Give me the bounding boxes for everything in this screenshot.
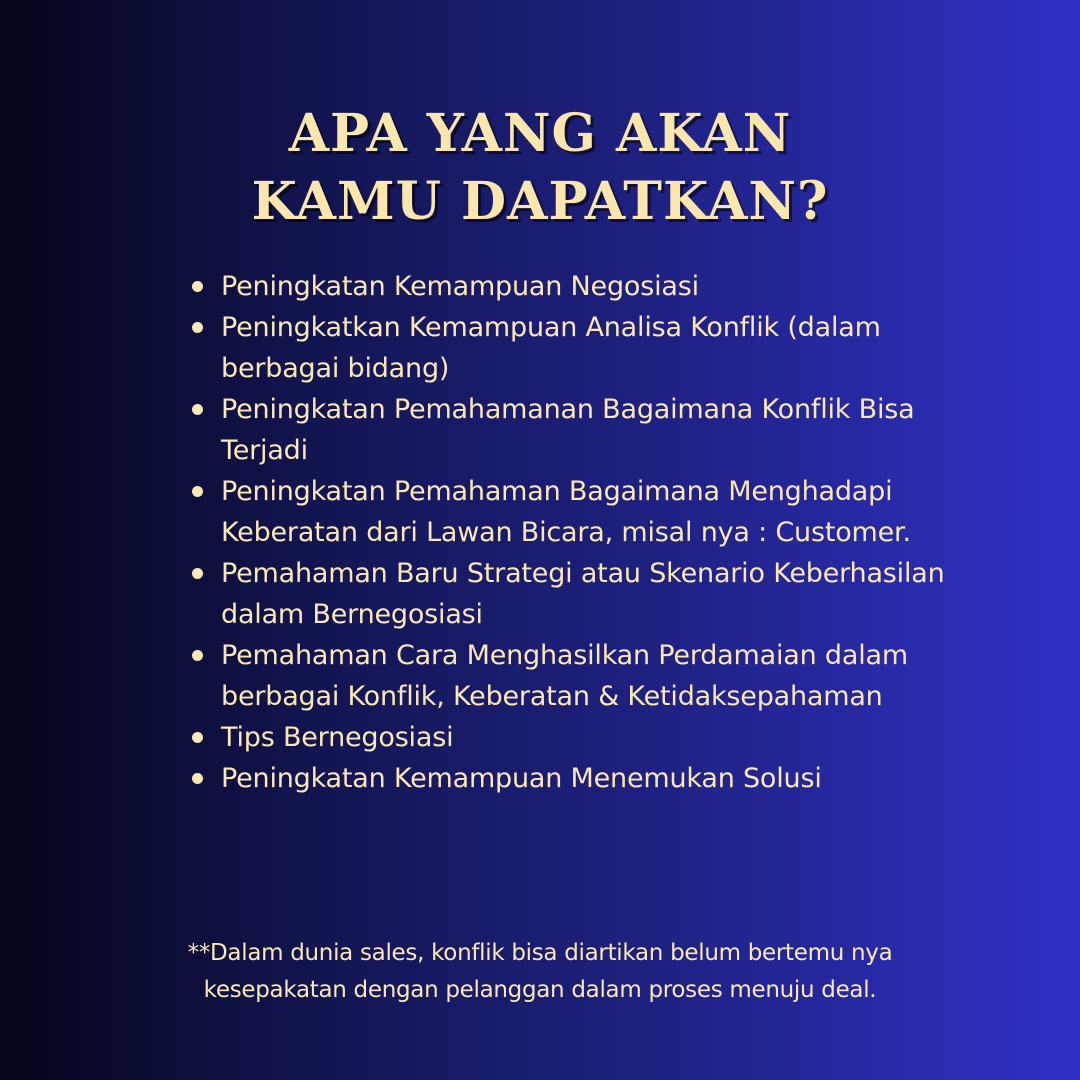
list-item — [190, 307, 950, 389]
list-item — [190, 471, 950, 553]
bullet-icon — [192, 404, 203, 415]
list-item — [190, 635, 950, 717]
title-line-1: APA YANG AKAN — [288, 103, 792, 164]
list-item-text: Peningkatan Pemahamanan Bagaimana Konflik Bisa Terjadi — [221, 394, 915, 466]
bullet-icon — [192, 732, 203, 743]
list-item — [190, 553, 950, 635]
bullet-icon — [192, 773, 203, 784]
bullet-icon — [192, 650, 203, 661]
footnote-line-2: kesepakatan dengan pelanggan dalam proses menuju deal. — [203, 977, 877, 1003]
list-item-text: Peningkatan Kemampuan Negosiasi — [221, 271, 699, 302]
benefits-list — [190, 266, 950, 799]
title-line-2: KAMU DAPATKAN? — [251, 171, 829, 232]
list-item-text: Pemahaman Cara Menghasilkan Perdamaian dalam berbagai Konflik, Keberatan & Ketidaksepahaman — [221, 640, 908, 712]
list-item — [190, 758, 950, 799]
list-item — [190, 266, 950, 307]
footnote-line-1: **Dalam dunia sales, konflik bisa diartikan belum bertemu nya — [187, 940, 893, 966]
list-item — [190, 717, 950, 758]
bullet-icon — [192, 281, 203, 292]
list-item-text: Peningkatkan Kemampuan Analisa Konflik (dalam berbagai bidang) — [221, 312, 881, 384]
footnote — [100, 935, 980, 1009]
list-item-text: Tips Bernegosiasi — [221, 722, 454, 753]
bullet-icon — [192, 322, 203, 333]
bullet-icon — [192, 486, 203, 497]
list-item — [190, 389, 950, 471]
list-item-text: Pemahaman Baru Strategi atau Skenario Keberhasilan dalam Bernegosiasi — [221, 558, 945, 630]
list-item-text: Peningkatan Pemahaman Bagaimana Menghadapi Keberatan dari Lawan Bicara, misal nya : Customer. — [221, 476, 911, 548]
list-item-text: Peningkatan Kemampuan Menemukan Solusi — [221, 763, 822, 794]
bullet-icon — [192, 568, 203, 579]
